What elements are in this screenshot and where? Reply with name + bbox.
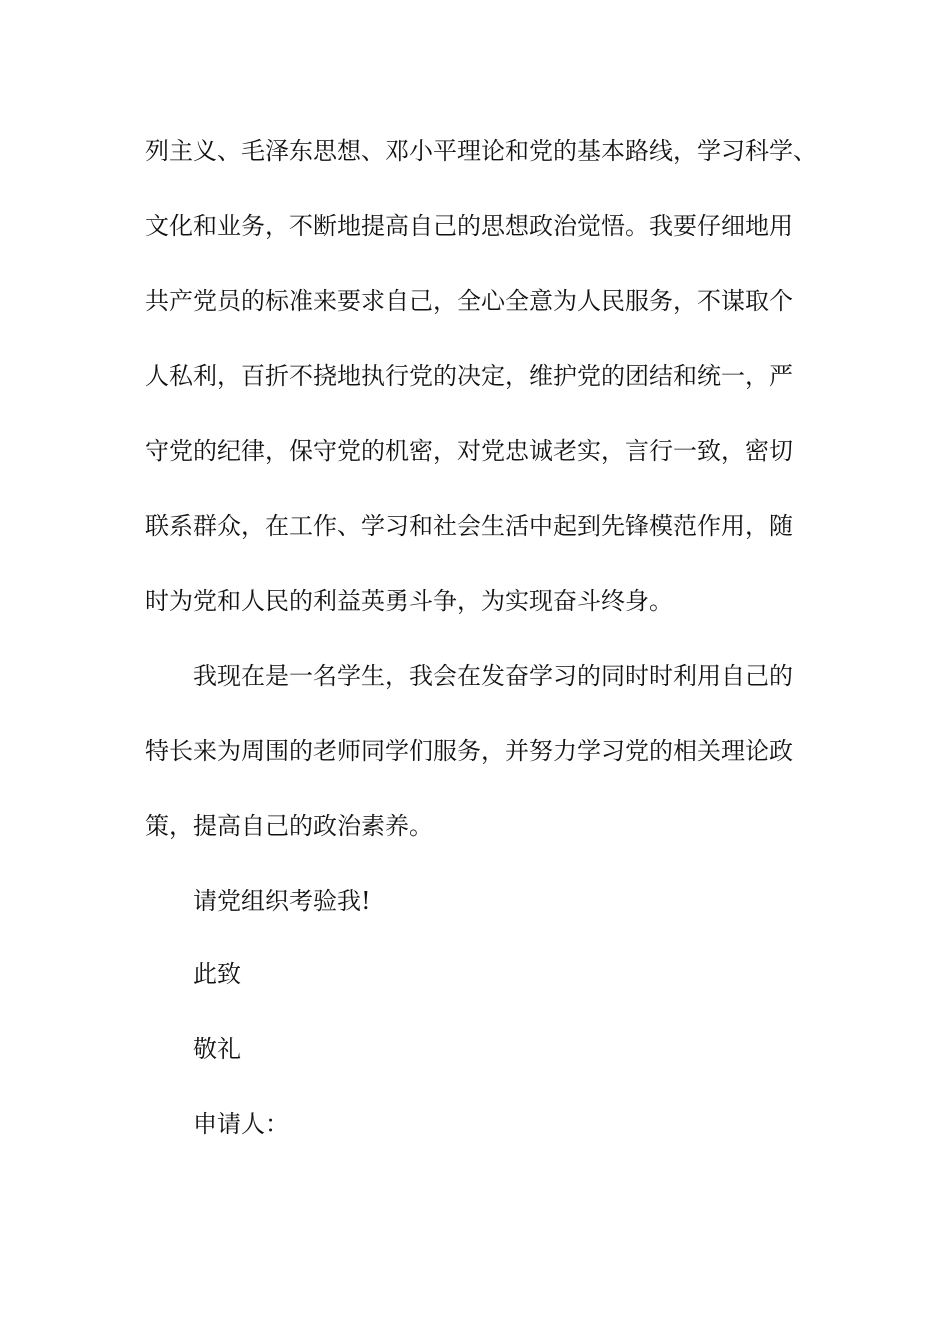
- paragraph-line: 人私利，百折不挠地执行党的决定，维护党的团结和统一，严: [145, 362, 793, 390]
- paragraph-line: 列主义、毛泽东思想、邓小平理论和党的基本路线，学习科学、: [145, 137, 817, 165]
- paragraph-line: 联系群众，在工作、学习和社会生活中起到先锋模范作用，随: [145, 512, 793, 540]
- paragraph-line: 文化和业务，不断地提高自己的思想政治觉悟。我要仔细地用: [145, 212, 793, 240]
- salutation-ci-zhi: 此致: [193, 960, 241, 988]
- paragraph-line: 时为党和人民的利益英勇斗争，为实现奋斗终身。: [145, 587, 673, 615]
- applicant-label: 申请人：: [193, 1110, 289, 1138]
- paragraph-line: 策，提高自己的政治素养。: [145, 812, 433, 840]
- paragraph-line: 共产党员的标准来要求自己，全心全意为人民服务，不谋取个: [145, 287, 793, 315]
- salutation-jing-li: 敬礼: [193, 1035, 241, 1063]
- closing-request: 请党组织考验我!: [193, 887, 371, 915]
- paragraph-line: 我现在是一名学生，我会在发奋学习的同时时利用自己的: [193, 662, 793, 690]
- paragraph-line: 守党的纪律，保守党的机密，对党忠诚老实，言行一致，密切: [145, 437, 793, 465]
- paragraph-line: 特长来为周围的老师同学们服务，并努力学习党的相关理论政: [145, 737, 793, 765]
